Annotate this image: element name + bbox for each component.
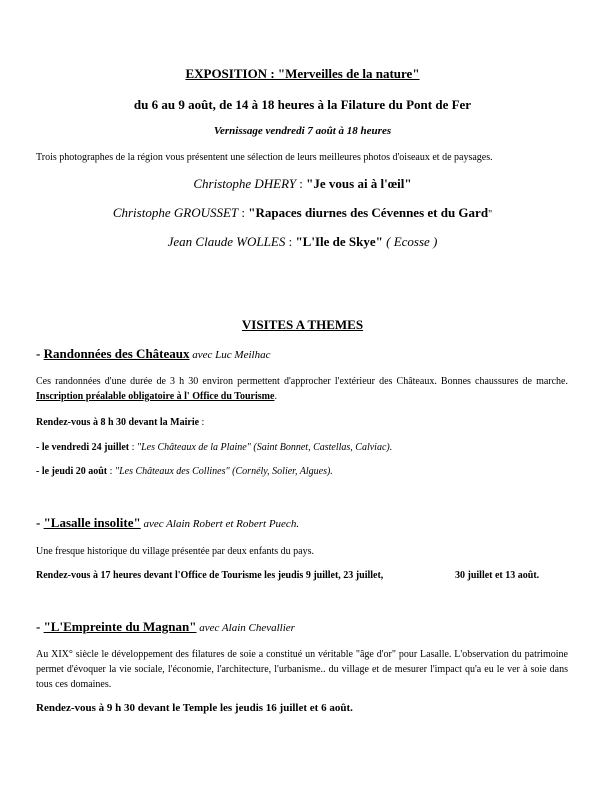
separator: : bbox=[285, 234, 296, 249]
castles-date-places: (Saint Bonnet, Castellas, Calviac). bbox=[250, 442, 393, 453]
castles-date-item bbox=[36, 466, 333, 477]
exhibition-intro: Trois photographes de la région vous présentent une sélection de leurs meilleures photos d'oiseaux et de paysages. bbox=[36, 152, 493, 163]
lasalle-meeting: Rendez-vous à 17 heures devant l'Office de Tourisme les jeudis 9 juillet, 23 juillet, bbox=[36, 570, 384, 581]
castles-desc-text: Ces randonnées d'une durée de 3 h 30 environ permettent d'approcher l'extérieur des Châteaux. Bonnes chaussures de marche. bbox=[36, 376, 568, 387]
photographer-work: "Rapaces diurnes des Cévennes et du Gard bbox=[248, 205, 489, 220]
separator: : bbox=[107, 466, 115, 477]
castles-meeting-text: Rendez-vous à 8 h 30 devant la Mairie bbox=[36, 417, 200, 428]
castles-description bbox=[36, 375, 568, 404]
separator: : bbox=[129, 442, 137, 453]
castles-dash: - bbox=[36, 346, 44, 361]
lasalle-description: Une fresque historique du village présentée par deux enfants du pays. bbox=[36, 546, 314, 557]
lasalle-meeting-end: 30 juillet et 13 août. bbox=[455, 570, 540, 581]
castles-guide: avec Luc Meilhac bbox=[189, 349, 271, 361]
visits-heading: VISITES A THEMES bbox=[241, 317, 364, 332]
magnan-guide: avec Alain Chevallier bbox=[196, 622, 295, 634]
magnan-title: "L'Empreinte du Magnan" bbox=[43, 619, 197, 634]
castles-heading bbox=[36, 345, 270, 363]
exhibition-title: EXPOSITION : "Merveilles de la nature" bbox=[185, 66, 420, 81]
photographer-line bbox=[0, 176, 605, 192]
castles-date-places: (Cornély, Solier, Algues). bbox=[229, 466, 333, 477]
photographer-work: "L'Ile de Skye" bbox=[295, 234, 383, 249]
exhibition-opening: Vernissage vendredi 7 août à 18 heures bbox=[213, 125, 392, 137]
castles-date-item bbox=[36, 442, 392, 453]
magnan-dash: - bbox=[36, 619, 44, 634]
lasalle-dash: - bbox=[36, 515, 44, 530]
lasalle-title: "Lasalle insolite" bbox=[43, 515, 141, 530]
photographer-line bbox=[0, 205, 605, 221]
photographer-work-end: " bbox=[488, 209, 493, 220]
photographer-name: Jean Claude WOLLES bbox=[167, 234, 286, 249]
castles-meeting bbox=[36, 417, 204, 428]
castles-meeting-end: : bbox=[199, 417, 205, 428]
castles-registration: Inscription préalable obligatoire à l' Office du Tourisme bbox=[36, 390, 275, 402]
lasalle-heading bbox=[36, 514, 299, 532]
exhibition-dates: du 6 au 9 août, de 14 à 18 heures à la Filature du Pont de Fer bbox=[133, 97, 472, 112]
castles-date-title: "Les Châteaux de la Plaine" bbox=[136, 442, 251, 453]
separator: : bbox=[238, 205, 249, 220]
photographer-name: Christophe DHERY bbox=[193, 176, 297, 191]
photographer-work: "Je vous ai à l'œil" bbox=[306, 176, 412, 191]
castles-date-day: - le jeudi 20 août bbox=[36, 466, 108, 477]
castles-registration-end: . bbox=[274, 390, 277, 402]
castles-title: Randonnées des Châteaux bbox=[43, 346, 190, 361]
separator: : bbox=[296, 176, 307, 191]
photographer-location: ( Ecosse ) bbox=[382, 234, 438, 249]
lasalle-guide: avec Alain Robert et Robert Puech. bbox=[140, 518, 300, 530]
castles-date-day: - le vendredi 24 juillet bbox=[36, 442, 130, 453]
magnan-meeting: Rendez-vous à 9 h 30 devant le Temple les jeudis 16 juillet et 6 août. bbox=[36, 702, 353, 714]
magnan-description: Au XIX° siècle le développement des filatures de soie a constitué un véritable "âge d'or" pour Lasalle. L'observation du patrimoine permet d'évoquer la vie sociale, l'économie, l'architecture, l'urbanisme.. du village et de mesurer l'impact qu'a eu le ver à soie dans tous ces domaines. bbox=[36, 649, 568, 690]
castles-date-title: "Les Châteaux des Collines" bbox=[114, 466, 230, 477]
photographer-line bbox=[0, 234, 605, 250]
photographer-name: Christophe GROUSSET bbox=[112, 205, 239, 220]
magnan-heading bbox=[36, 618, 295, 636]
